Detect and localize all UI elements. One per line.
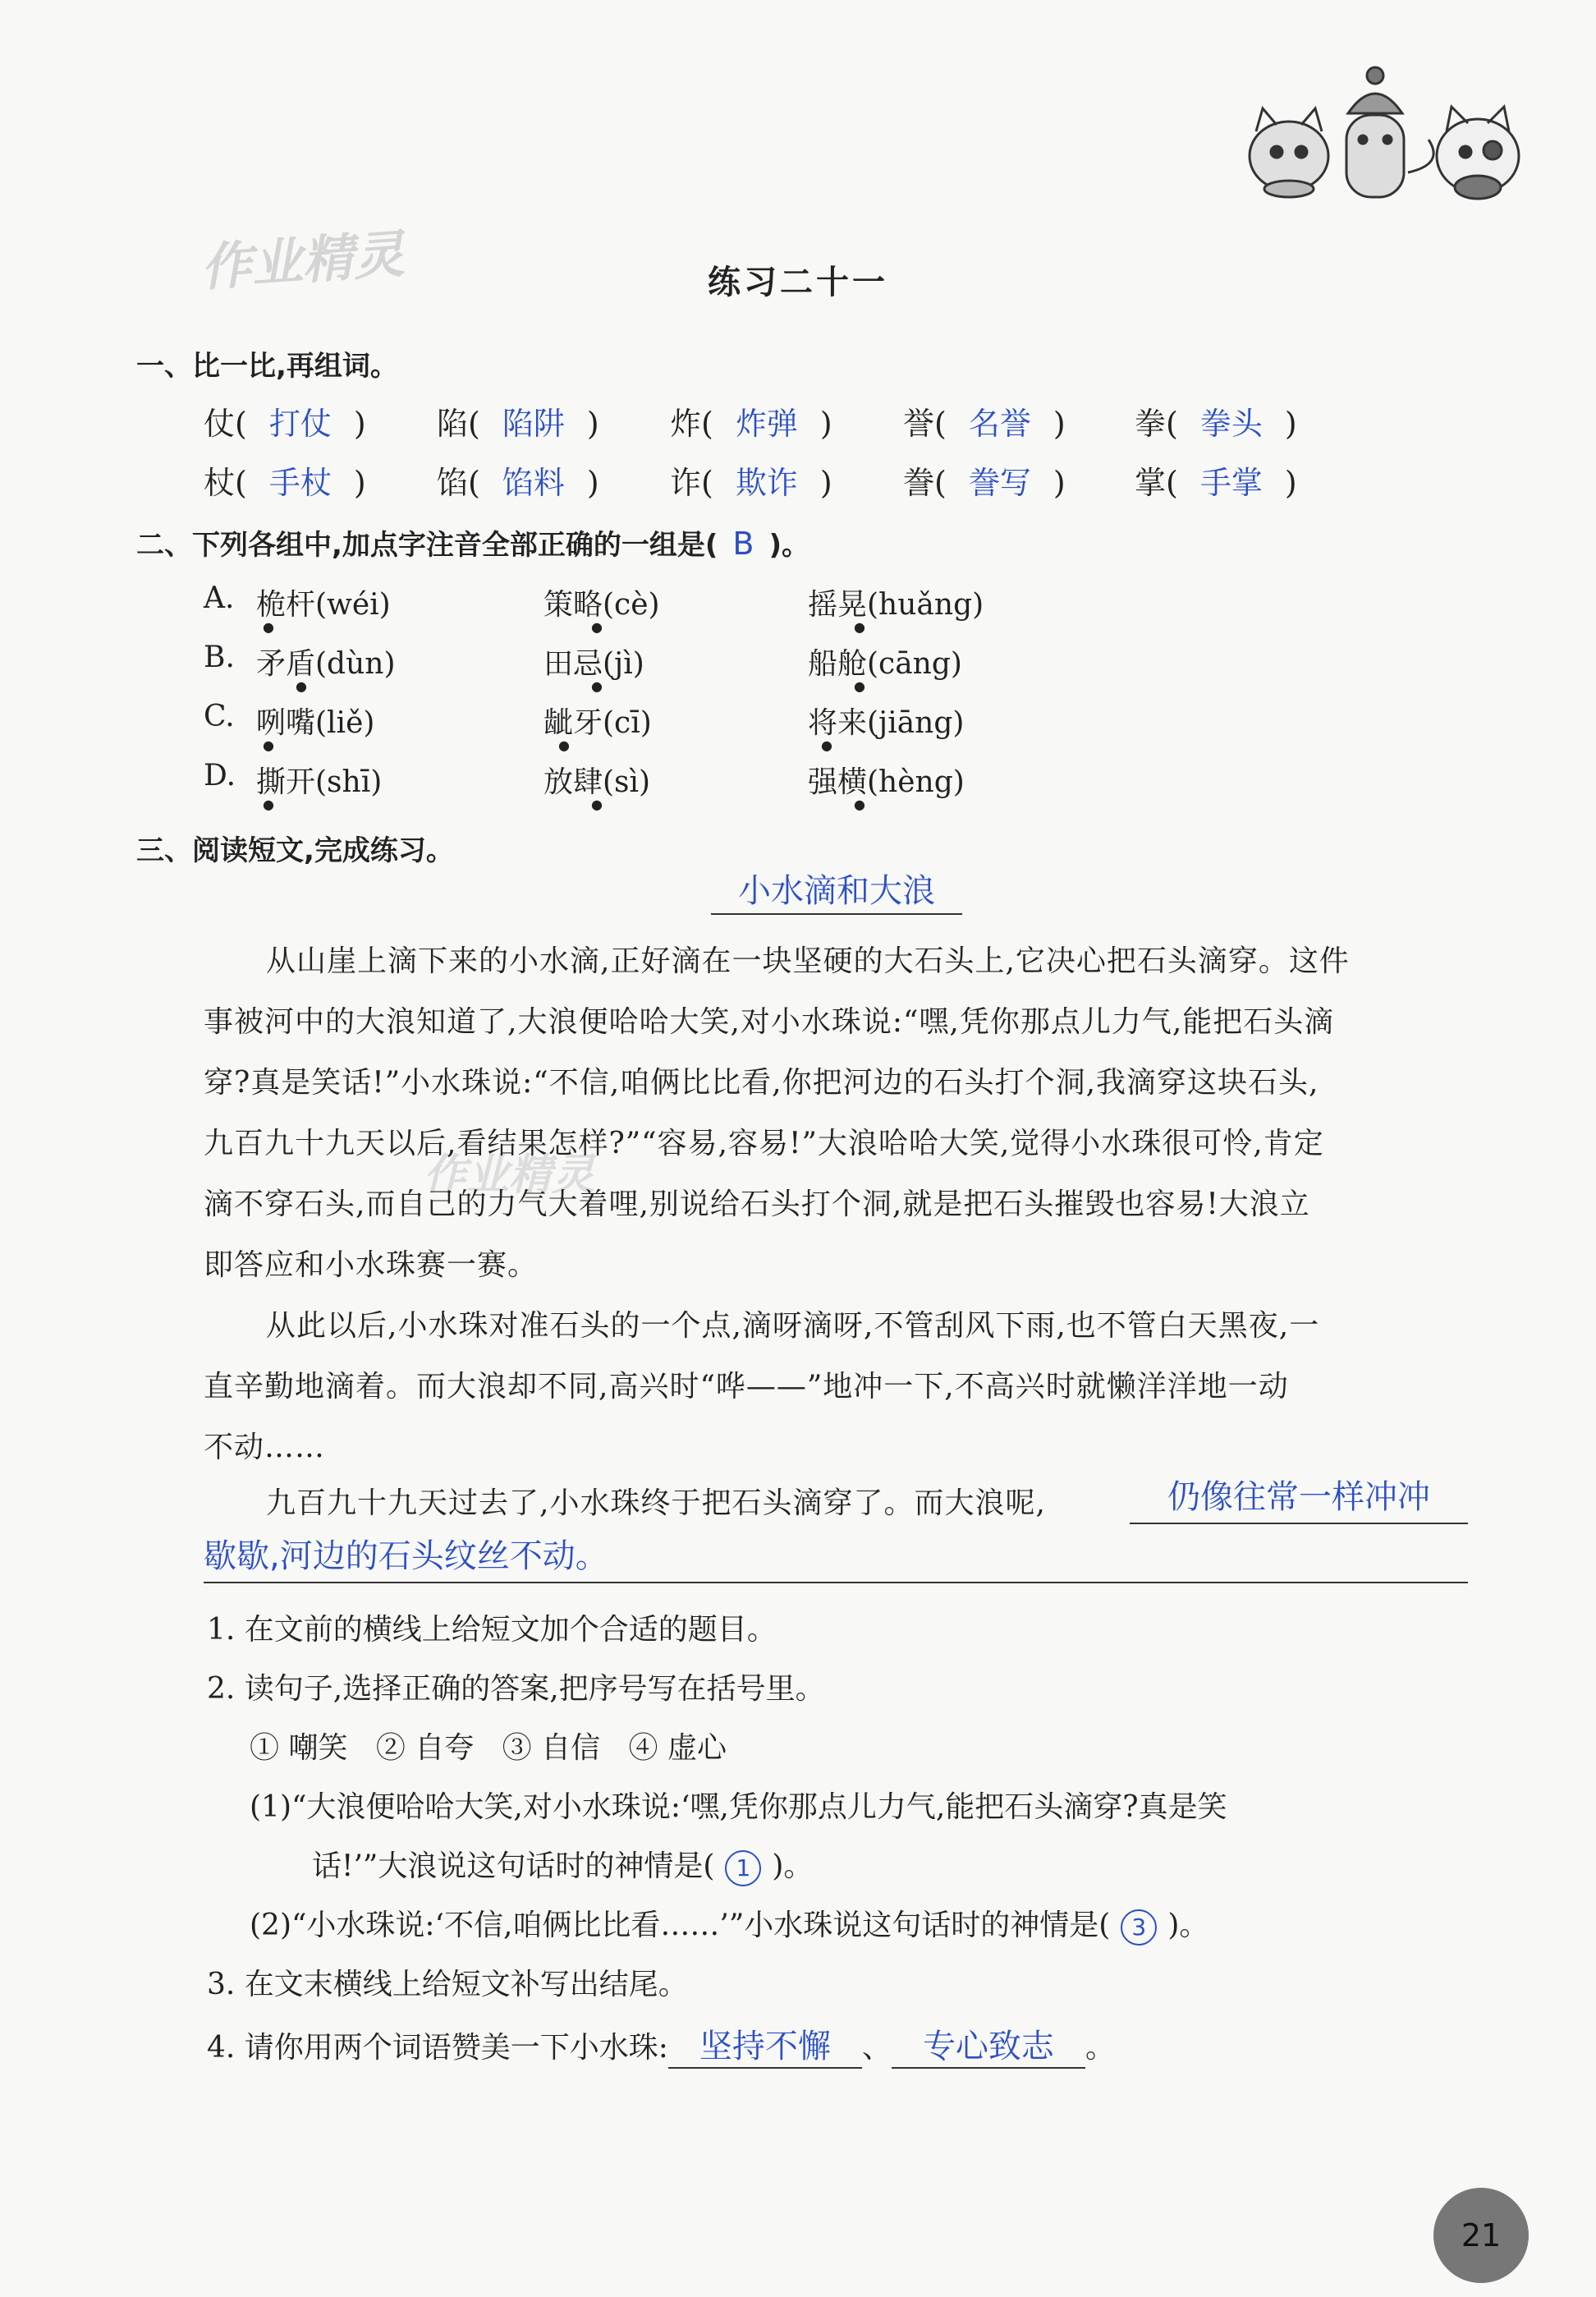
question-2: 2. 读句子,选择正确的答案,把序号写在括号里。 [207,1672,825,1706]
choice-list: ① 嘲笑 ② 自夸 ③ 自信 ④ 虚心 [250,1731,727,1765]
q4-answer-1: 坚持不懈 [668,2020,862,2069]
question-1: 1. 在文前的横线上给短文加个合适的题目。 [207,1613,777,1647]
subquestion-2: (2)“小水珠说:‘不信,咱俩比比看……’”小水珠说这句话时的神情是( 3 )。 [250,1902,1208,1946]
section2-heading: 二、下列各组中,加点字注音全部正确的一组是( B )。 [136,526,810,562]
option-c: C. 咧嘴(liě) 龇牙(cī) 将来(jiāng) [204,700,965,740]
word-pair-1-4: 誉( 名誉 ) [903,398,1066,443]
word-pair-2-2: 馅( 馅料 ) [437,457,599,503]
emphasis-dot: ● [558,737,570,753]
emphasis-dot: ● [591,678,603,694]
emphasis-dot: ● [263,619,274,635]
word-pair-1-3: 炸( 炸弹 ) [670,398,832,443]
word-pair-1-2: 陷( 陷阱 ) [437,398,599,443]
answer: 欺诈 [735,465,798,501]
emphasis-dot: ● [591,797,603,812]
emphasis-dot: ● [296,678,307,694]
watermark-top: 作业精灵 [199,223,406,298]
answer: 誊写 [968,465,1031,501]
section3-heading: 三、阅读短文,完成练习。 [136,834,454,867]
subquestion-1-line-1: (1)“大浪便哈哈大笑,对小水珠说:‘嘿,凭你那点儿力气,能把石头滴穿?真是笑 [250,1790,1227,1824]
emphasis-dot: ● [821,737,832,753]
question-4: 4. 请你用两个词语赞美一下小水珠: 坚持不懈 、 专心致志 。 [207,2020,1115,2069]
option-d: D. 撕开(shī) 放肆(sì) 强横(hèng) [204,759,965,799]
answer-circle: 1 [725,1850,761,1886]
ending-answer-line-1: 仍像往常一样冲冲 [1130,1472,1468,1524]
answer: 名誉 [968,406,1031,442]
page-title: 练习二十一 [708,264,888,301]
question-3: 3. 在文末横线上给短文补写出结尾。 [207,1968,688,2001]
section2-answer: B [732,526,754,562]
page-number: 21 [1433,2188,1529,2283]
word-pair-2-1: 杖( 手杖 ) [204,457,366,503]
word-pair-2-4: 誊( 誊写 ) [903,457,1066,503]
emphasis-dot: ● [263,737,274,753]
emphasis-dot: ● [854,797,865,812]
word-pair-2-3: 诈( 欺诈 ) [670,457,832,503]
answer-circle: 3 [1121,1909,1157,1946]
word-pair-1-1: 仗( 打仗 ) [204,398,366,443]
answer: 手杖 [268,465,332,501]
watermark-middle: 作业精灵 [424,1151,595,1200]
emphasis-dot: ● [263,797,274,812]
ending-answer-line-2: 歇歇,河边的石头纹丝不动。 [204,1531,1468,1583]
answer: 馅料 [502,465,565,501]
answer: 打仗 [268,406,332,442]
paragraph-2: 从此以后,小水珠对准石头的一个点,滴呀滴呀,不管刮风下雨,也不管白天黑夜,一 直辛勤地滴着。而大浪却不同,高兴时“哗——”地冲一下,不高兴时就懒洋洋地一动 不动…… [204,1309,1320,1464]
word-pair-2-5: 掌( 手掌 ) [1135,457,1297,503]
section1-heading: 一、比一比,再组词。 [136,350,398,383]
paragraph-3: 九百九十九天过去了,小水珠终于把石头滴穿了。而大浪呢, [266,1486,1046,1520]
subquestion-1-line-2: 话!’”大浪说这句话时的神情是( 1 )。 [312,1843,813,1886]
option-a: A. 桅杆(wéi) 策略(cè) 摇晃(huǎng) [204,581,984,622]
answer: 手掌 [1199,465,1263,501]
paragraph-1: 从山崖上滴下来的小水滴,正好滴在一块坚硬的大石头上,它决心把石头滴穿。这件 事被河中的大浪知道了,大浪便哈哈大笑,对小水珠说:“嘿,凭你那点儿力气,能把石头滴 穿?真是笑话!”小水珠说:“不信,咱俩比比看,你把河边的石头打个洞,我滴穿这块石头, 九百九十九天以后,看结果怎样?”“容易,容易!”大浪哈哈大笑,觉得小水珠很可怜,肯定 滴不穿石头,而自己的力气大着哩,别说给石头打个洞,就是把石头摧毁也容易!大浪立 即答应和小水珠赛一赛。 [204,944,1350,1282]
emphasis-dot: ● [591,619,603,635]
answer: 拳头 [1199,406,1263,442]
word-pair-1-5: 拳( 拳头 ) [1135,398,1297,443]
cats-illustration [1231,66,1535,205]
answer: 炸弹 [735,406,798,442]
option-b: B. 矛盾(dùn) 田忌(jì) 船舱(cāng) [204,641,962,681]
emphasis-dot: ● [854,619,865,635]
emphasis-dot: ● [854,678,865,694]
story-title: 小水滴和大浪 [711,869,962,915]
answer: 陷阱 [502,406,565,442]
q4-answer-2: 专心致志 [892,2020,1085,2069]
